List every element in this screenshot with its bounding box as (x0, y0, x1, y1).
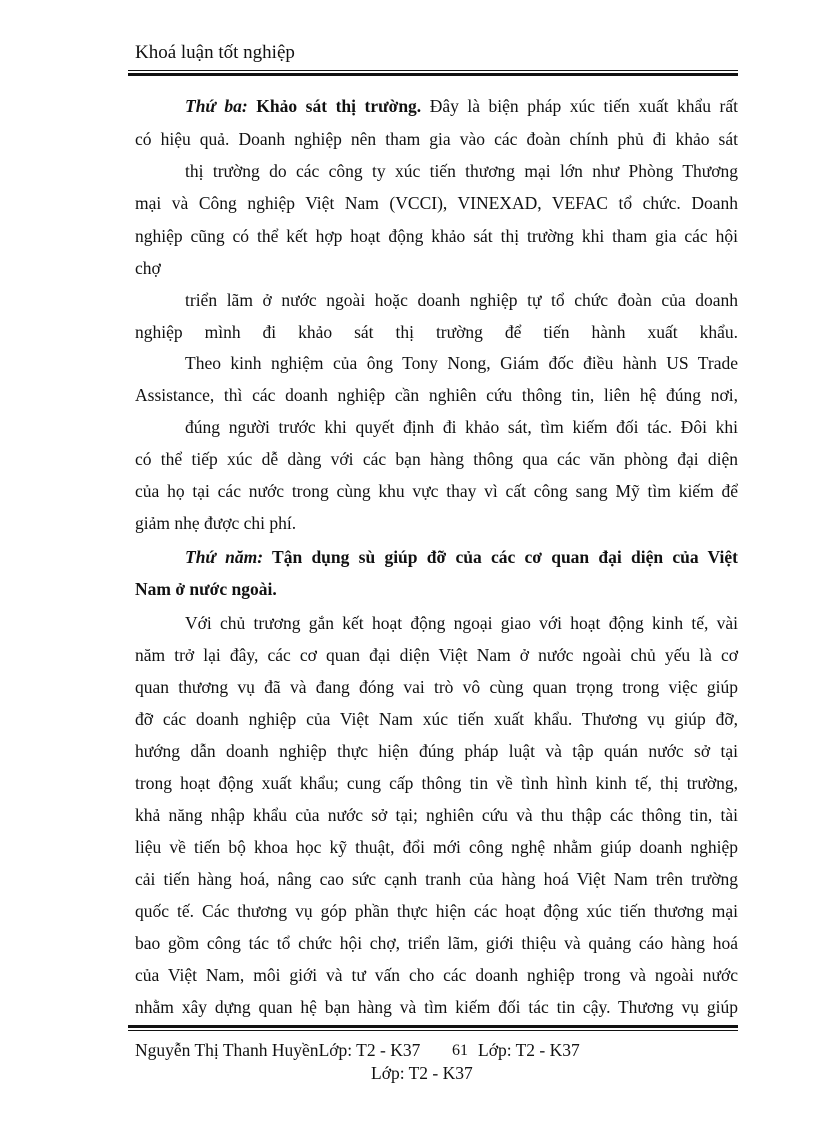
para1-lead: Thứ ba: (185, 96, 248, 116)
footer-class-3: Lớp: T2 - K37 (371, 1063, 473, 1083)
para1-line10: Assistance, thì các doanh nghiệp cần nghiên cứu thông tin, liên hệ đúng nơi, (135, 385, 738, 405)
header-rule-thin (128, 70, 738, 71)
para3-line8: liệu về tiến bộ khoa học kỹ thuật, đổi mới công nghệ nhằm giúp doanh nghiệp (135, 837, 738, 857)
footer-class-1: Lớp: T2 - K37 (318, 1040, 421, 1060)
para1-line14: giảm nhẹ được chi phí. (135, 513, 297, 533)
header-rule-thick (128, 73, 738, 76)
footer-author (135, 1040, 420, 1061)
footer-page-number: 61 (452, 1042, 468, 1059)
para3-line6: trong hoạt động xuất khẩu; cung cấp thông tin về tình hình kinh tế, thị trường, (135, 773, 738, 793)
para3-line4: đỡ các doanh nghiệp của Việt Nam xúc tiến xuất khẩu. Thương vụ giúp đỡ, (135, 709, 738, 729)
para2-heading1: Tận dụng sù giúp đỡ của các cơ quan đại diện của Việt (263, 547, 738, 567)
header-title: Khoá luận tốt nghiệp (135, 42, 295, 63)
para3-line1: Với chủ trương gắn kết hoạt động ngoại giao với hoạt động kinh tế, vài (185, 613, 738, 633)
para3-line2: năm trở lại đây, các cơ quan đại diện Việt Nam ở nước ngoài chủ yếu là cơ (135, 645, 738, 665)
footer-author-name: Nguyễn Thị Thanh Huyền (135, 1040, 319, 1060)
para1-line12: có thể tiếp xúc dễ dàng với các bạn hàng thông qua các văn phòng đại diện (135, 449, 738, 469)
para1-line1-rest: Đây là biện pháp xúc tiến xuất khẩu rất (421, 96, 738, 116)
para2-line1 (185, 546, 738, 568)
para1-line5: nghiệp cũng có thể kết hợp hoạt động khảo sát thị trường khi tham gia các hội (135, 226, 738, 246)
para2-lead: Thứ năm: (185, 547, 264, 567)
para1-heading: Khảo sát thị trường. (247, 96, 422, 116)
para1-line4: mại và Công nghiệp Việt Nam (VCCI), VINEXAD, VEFAC tổ chức. Doanh (135, 193, 738, 213)
para3-line13: nhằm xây dựng quan hệ bạn hàng và tìm kiếm đối tác tin cậy. Thương vụ giúp (135, 997, 738, 1017)
para3-line7: khả năng nhập khẩu của nước sở tại; nghiên cứu và thu thập các thông tin, tài (135, 805, 738, 825)
para1-line2: có hiệu quả. Doanh nghiệp nên tham gia vào các đoàn chính phủ đi khảo sát (135, 129, 738, 149)
footer-rule-thin (128, 1030, 738, 1031)
para1-line3: thị trường do các công ty xúc tiến thương mại lớn như Phòng Thương (185, 161, 738, 181)
para1-line6: chợ (135, 258, 161, 278)
para1-line9: Theo kinh nghiệm của ông Tony Nong, Giám đốc điều hành US Trade (185, 353, 738, 373)
para3-line5: hướng dẫn doanh nghiệp thực hiện đúng pháp luật và tập quán nước sở tại (135, 741, 738, 761)
para1-line11: đúng người trước khi quyết định đi khảo sát, tìm kiếm đối tác. Đôi khi (185, 417, 738, 437)
para2-line2: Nam ở nước ngoài. (135, 579, 277, 599)
para1-line13: của họ tại các nước trong cùng khu vực thay vì cất công sang Mỹ tìm kiếm để (135, 481, 738, 501)
para3-line11: bao gồm công tác tổ chức hội chợ, triển lãm, giới thiệu và quảng cáo hàng hoá (135, 933, 738, 953)
para3-line10: quốc tế. Các thương vụ góp phần thực hiện các hoạt động xúc tiến thương mại (135, 901, 738, 921)
para1-line1 (185, 95, 738, 117)
footer-class-2: Lớp: T2 - K37 (478, 1040, 580, 1060)
para1-line8: nghiệp mình đi khảo sát thị trường để tiến hành xuất khẩu. (135, 322, 738, 342)
para3-line12: của Việt Nam, môi giới và tư vấn cho các doanh nghiệp trong và ngoài nước (135, 965, 738, 985)
para3-line9: cải tiến hàng hoá, nâng cao sức cạnh tranh của hàng hoá Việt Nam trên trường (135, 869, 738, 889)
para1-line7: triển lãm ở nước ngoài hoặc doanh nghiệp tự tổ chức đoàn của doanh (185, 290, 738, 310)
footer-rule-thick (128, 1025, 738, 1028)
para3-line3: quan thương vụ đã và đang đóng vai trò vô cùng quan trọng trong việc giúp (135, 677, 738, 697)
